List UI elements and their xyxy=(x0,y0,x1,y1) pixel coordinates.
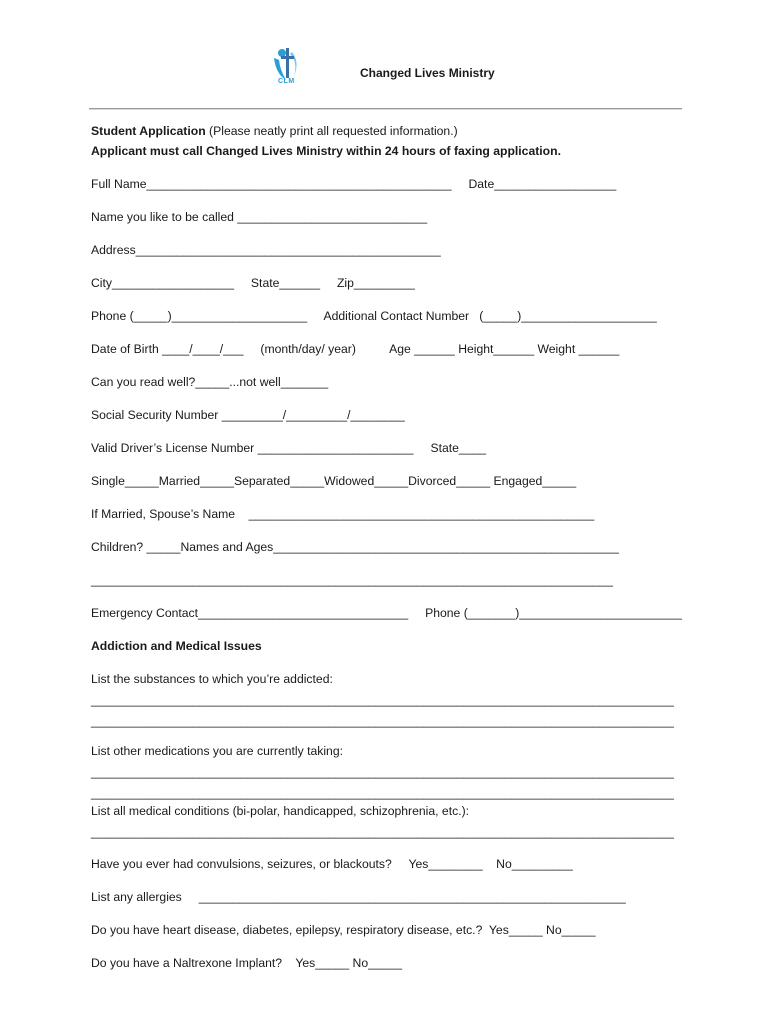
marital-status-field[interactable]: Single_____Married_____Separated_____Widowed_____Divorced_____ Engaged_____ xyxy=(91,474,577,488)
logo-text: CLM xyxy=(278,78,295,85)
substances-blank-1[interactable]: ______________________________________________________________________________________ xyxy=(91,693,674,707)
application-label: Student Application xyxy=(91,124,206,138)
license-field[interactable]: Valid Driver’s License Number _______________________ State____ xyxy=(91,441,487,455)
medications-label: List other medications you are currently taking: xyxy=(91,744,343,758)
medications-blank-1[interactable]: ______________________________________________________________________________________ xyxy=(91,765,674,779)
emergency-contact-field[interactable]: Emergency Contact_______________________________ Phone (_______)________________________ xyxy=(91,606,682,620)
substances-label: List the substances to which you’re addicted: xyxy=(91,672,333,686)
preferred-name-field[interactable]: Name you like to be called ____________________________ xyxy=(91,210,428,224)
intro-line xyxy=(91,123,458,139)
allergies-field[interactable]: List any allergies _______________________________________________________________ xyxy=(91,890,626,904)
fax-instruction: Applicant must call Changed Lives Ministry within 24 hours of faxing application. xyxy=(91,144,561,158)
page-title: Changed Lives Ministry xyxy=(360,66,495,80)
reading-field[interactable]: Can you read well?_____...not well_______ xyxy=(91,375,329,389)
conditions-blank[interactable]: ______________________________________________________________________________________ xyxy=(91,825,674,839)
header-divider xyxy=(89,108,682,109)
ssn-field[interactable]: Social Security Number _________/_________/________ xyxy=(91,408,405,422)
children-field[interactable]: Children? _____Names and Ages___________________________________________________ xyxy=(91,540,619,554)
full-name-field[interactable]: Full Name_____________________________________________ Date__________________ xyxy=(91,177,617,191)
medications-blank-2[interactable]: ______________________________________________________________________________________ xyxy=(91,786,674,800)
convulsions-field[interactable]: Have you ever had convulsions, seizures, or blackouts? Yes________ No_________ xyxy=(91,857,573,871)
conditions-label: List all medical conditions (bi-polar, handicapped, schizophrenia, etc.): xyxy=(91,804,470,818)
medical-heading: Addiction and Medical Issues xyxy=(91,639,262,653)
spouse-name-field[interactable]: If Married, Spouse’s Name ___________________________________________________ xyxy=(91,507,595,521)
application-note: (Please neatly print all requested information.) xyxy=(205,124,458,138)
phone-field[interactable]: Phone (_____)____________________ Additional Contact Number (_____)____________________ xyxy=(91,309,657,323)
dob-age-field[interactable]: Date of Birth ____/____/___ (month/day/ year) Age ______ Height______ Weight ______ xyxy=(91,342,620,356)
address-field[interactable]: Address_____________________________________________ xyxy=(91,243,441,257)
substances-blank-2[interactable]: ______________________________________________________________________________________ xyxy=(91,714,674,728)
heart-disease-field[interactable]: Do you have heart disease, diabetes, epilepsy, respiratory disease, etc.? Yes_____ No_____ xyxy=(91,923,596,937)
naltrexone-field[interactable]: Do you have a Naltrexone Implant? Yes_____ No_____ xyxy=(91,956,403,970)
city-state-zip-field[interactable]: City__________________ State______ Zip_________ xyxy=(91,276,415,290)
children-continued-field[interactable]: _____________________________________________________________________________ xyxy=(91,573,613,587)
